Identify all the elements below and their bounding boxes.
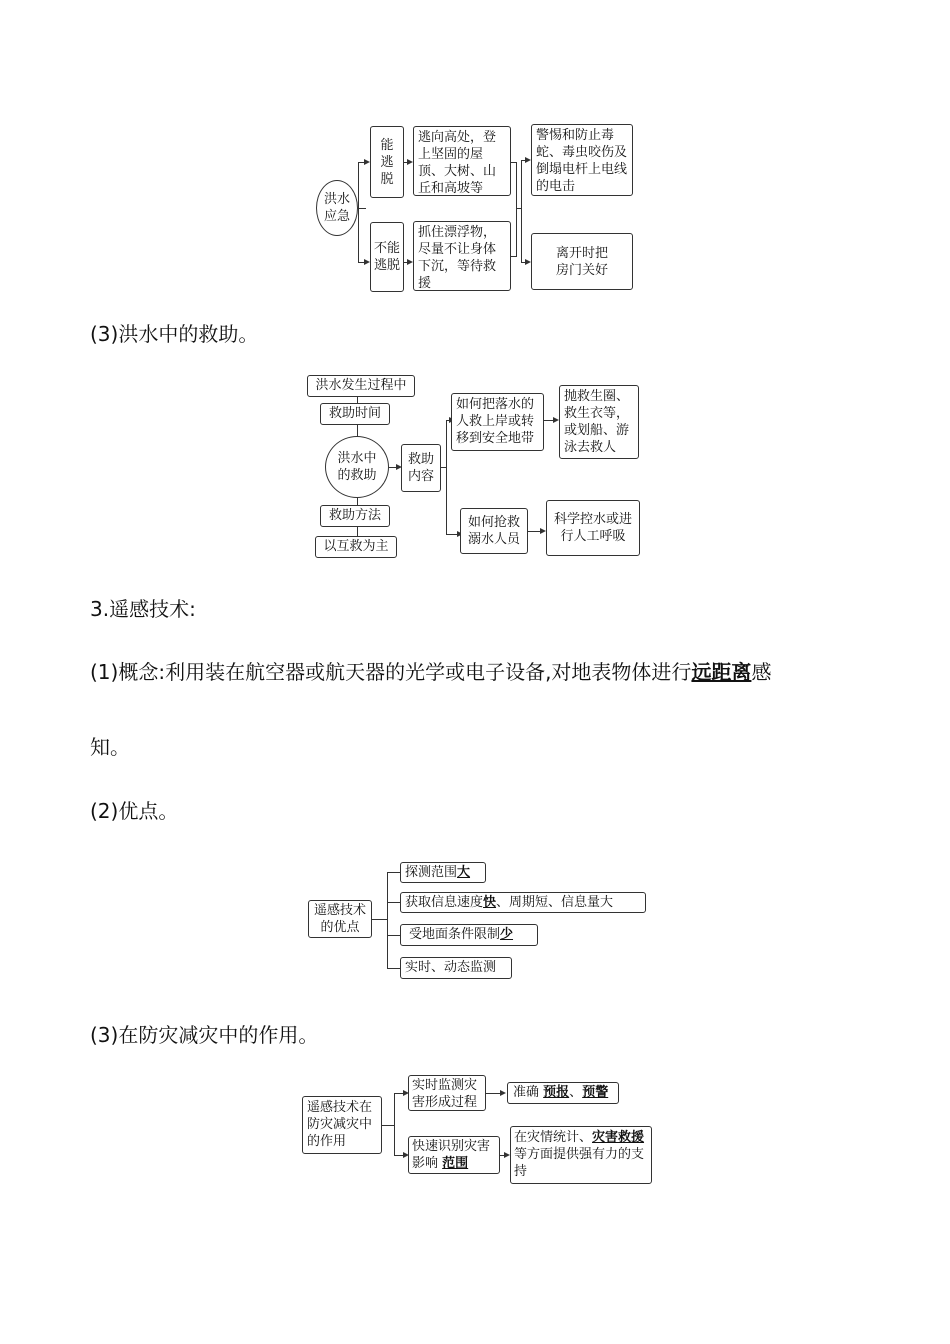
advantage-limit: 受地面条件限制少 bbox=[400, 924, 538, 946]
advantage-monitor: 实时、动态监测 bbox=[400, 957, 512, 979]
rescue-q2: 如何抢救溺水人员 bbox=[460, 508, 528, 554]
rescue-a1: 抛救生圈、救生衣等，或划船、游泳去救人 bbox=[559, 385, 639, 459]
rescue-center: 洪水中的救助 bbox=[325, 436, 389, 498]
cannot-escape-action: 抓住漂浮物，尽量不让身体下沉，等待救援 bbox=[413, 221, 511, 291]
rescue-a2: 科学控水或进行人工呼吸 bbox=[546, 500, 640, 556]
role-branch-monitor: 实时监测灾害形成过程 bbox=[408, 1075, 486, 1111]
rescue-content: 救助内容 bbox=[401, 444, 441, 492]
rescue-during: 洪水发生过程中 bbox=[307, 375, 415, 397]
advantage-speed: 获取信息速度快、周期短、信息量大 bbox=[400, 892, 646, 913]
role-root: 遥感技术在防灾减灾中的作用 bbox=[302, 1096, 382, 1154]
remote-concept: (1)概念:利用装在航空器或航天器的光学或电子设备,对地表物体进行远距离感 bbox=[90, 660, 772, 684]
can-escape-action: 逃向高处，登上坚固的屋顶、大树、山丘和高坡等 bbox=[413, 126, 511, 196]
rescue-q1: 如何把落水的人救上岸或转移到安全地带 bbox=[451, 393, 544, 451]
advantage-range: 探测范围大 bbox=[400, 862, 486, 883]
tip-close-door: 离开时把房门关好 bbox=[531, 233, 633, 290]
rescue-time: 救助时间 bbox=[320, 403, 390, 425]
tip-snake: 警惕和防止毒蛇、毒虫咬伤及倒塌电杆上电线的电击 bbox=[531, 124, 633, 196]
remote-concept-line2: 知。 bbox=[90, 735, 130, 759]
role-result-forecast: 准确 预报、预警 bbox=[507, 1082, 619, 1104]
cannot-escape-box: 不能逃脱 bbox=[370, 222, 404, 292]
role-branch-identify: 快速识别灾害影响 范围 bbox=[408, 1136, 500, 1174]
rescue-method-value: 以互救为主 bbox=[315, 536, 397, 558]
flood-emergency-root: 洪水应急 bbox=[316, 180, 358, 236]
rescue-method: 救助方法 bbox=[320, 505, 390, 527]
remote-heading: 3.遥感技术: bbox=[90, 597, 196, 621]
section-3-label: (3)洪水中的救助。 bbox=[90, 322, 259, 346]
can-escape-box: 能逃脱 bbox=[370, 126, 404, 198]
concept-answer: 远距离 bbox=[691, 660, 752, 684]
role-label: (3)在防灾减灾中的作用。 bbox=[90, 1023, 319, 1047]
advantages-root: 遥感技术的优点 bbox=[308, 900, 372, 938]
advantages-label: (2)优点。 bbox=[90, 799, 179, 823]
role-result-support: 在灾情统计、灾害救援等方面提供强有力的支持 bbox=[510, 1126, 652, 1184]
